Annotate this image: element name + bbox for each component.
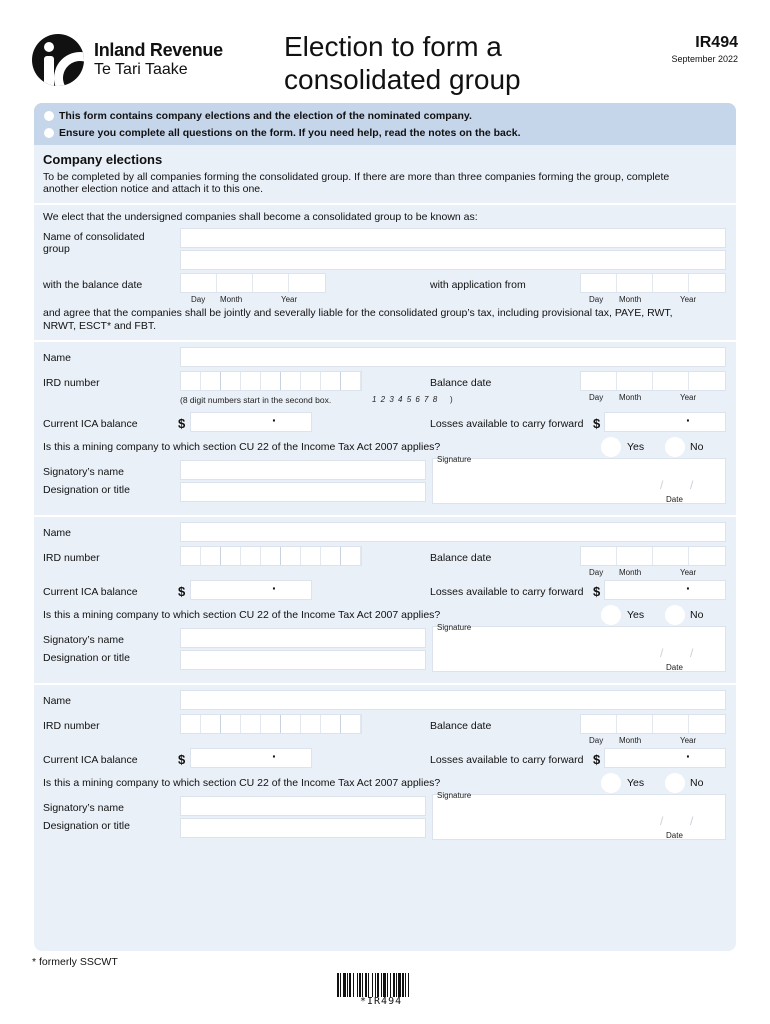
year-caption: Year: [680, 736, 697, 745]
month-caption: Month: [619, 568, 642, 577]
currency-symbol: $: [593, 584, 601, 599]
year-caption: Year: [680, 568, 697, 577]
company-3-ird-input[interactable]: [180, 714, 362, 734]
company-name-label: Name: [43, 527, 72, 539]
application-from-label: with application from: [430, 279, 526, 291]
losses-label: Losses available to carry forward: [430, 586, 584, 598]
group-balance-date-label: with the balance date: [43, 279, 143, 291]
designation-label: Designation or title: [43, 820, 130, 832]
company-2-name-input[interactable]: [180, 522, 726, 542]
company-name-label: Name: [43, 352, 72, 364]
company-2-mining-no-radio[interactable]: [665, 605, 685, 625]
date-separator: /: [690, 478, 694, 492]
company-2-ird-input[interactable]: [180, 546, 362, 566]
company-name-label: Name: [43, 695, 72, 707]
bullet-icon: [44, 128, 54, 138]
inland-revenue-logo-icon: [32, 34, 84, 86]
company-3-name-input[interactable]: [180, 690, 726, 710]
mining-question: Is this a mining company to which section CU 22 of the Income Tax Act 2007 applies?: [43, 777, 441, 789]
application-date-input[interactable]: [580, 273, 726, 293]
balance-date-label: Balance date: [430, 720, 492, 732]
ird-hint: (8 digit numbers start in the second box.: [180, 395, 332, 405]
org-name-maori: Te Tari Taake: [94, 61, 188, 78]
ica-balance-label: Current ICA balance: [43, 418, 138, 430]
ird-hint-close: ): [450, 395, 453, 404]
divider: [34, 683, 736, 685]
company-2-ica-input[interactable]: [190, 580, 312, 600]
company-3-mining-yes-radio[interactable]: [601, 773, 621, 793]
company-1-balance-date-input[interactable]: [580, 371, 726, 391]
company-1-mining-yes-radio[interactable]: [601, 437, 621, 457]
company-1-ica-input[interactable]: [190, 412, 312, 432]
group-balance-date-input[interactable]: [180, 273, 326, 293]
losses-label: Losses available to carry forward: [430, 754, 584, 766]
day-caption: Day: [589, 568, 604, 577]
month-caption: Month: [619, 393, 642, 402]
form-code: IR494: [695, 34, 738, 51]
barcode-text: *IR494: [360, 996, 403, 1007]
company-3-balance-date-input[interactable]: [580, 714, 726, 734]
barcode-icon: [337, 973, 434, 997]
we-elect-text: We elect that the undersigned companies shall become a consolidated group to be known as:: [43, 211, 478, 223]
company-2-signatory-input[interactable]: [180, 628, 426, 648]
balance-date-label: Balance date: [430, 377, 492, 389]
no-label: No: [690, 609, 704, 621]
bullet-icon: [44, 111, 54, 121]
divider: [34, 515, 736, 517]
ird-number-label: IRD number: [43, 377, 100, 389]
signatory-name-label: Signatory’s name: [43, 802, 124, 814]
date-label: Date: [666, 663, 683, 672]
currency-symbol: $: [178, 416, 186, 431]
yes-label: Yes: [627, 777, 645, 789]
company-1-losses-input[interactable]: [604, 412, 726, 432]
notice-line-2: Ensure you complete all questions on the form. If you need help, read the notes on the back.: [59, 127, 521, 139]
year-caption: Year: [281, 295, 298, 304]
company-3-designation-input[interactable]: [180, 818, 426, 838]
decimal-point: ·: [686, 412, 691, 428]
balance-date-label: Balance date: [430, 552, 492, 564]
no-label: No: [690, 441, 704, 453]
org-name: Inland Revenue: [94, 40, 223, 60]
company-1-designation-input[interactable]: [180, 482, 426, 502]
yes-label: Yes: [627, 441, 645, 453]
company-3-mining-no-radio[interactable]: [665, 773, 685, 793]
date-separator: /: [690, 646, 694, 660]
signatory-name-label: Signatory’s name: [43, 466, 124, 478]
date-separator: /: [660, 646, 664, 660]
month-caption: Month: [619, 736, 642, 745]
group-name-label-line-1: Name of consolidated: [43, 231, 145, 243]
group-name-input-1[interactable]: [180, 228, 726, 248]
signatory-name-label: Signatory’s name: [43, 634, 124, 646]
mining-question: Is this a mining company to which section CU 22 of the Income Tax Act 2007 applies?: [43, 441, 441, 453]
date-label: Date: [666, 831, 683, 840]
company-2-mining-yes-radio[interactable]: [601, 605, 621, 625]
company-1-signatory-input[interactable]: [180, 460, 426, 480]
day-caption: Day: [191, 295, 206, 304]
currency-symbol: $: [178, 752, 186, 767]
divider: [34, 203, 736, 205]
year-caption: Year: [680, 295, 697, 304]
day-caption: Day: [589, 736, 604, 745]
intro-line-1: To be completed by all companies forming the consolidated group. If there are more than three companies forming the group, complete: [43, 171, 670, 183]
ica-balance-label: Current ICA balance: [43, 586, 138, 598]
day-caption: Day: [589, 295, 604, 304]
date-label: Date: [666, 495, 683, 504]
currency-symbol: $: [593, 752, 601, 767]
no-label: No: [690, 777, 704, 789]
company-3-ica-input[interactable]: [190, 748, 312, 768]
designation-label: Designation or title: [43, 484, 130, 496]
group-name-label: [43, 231, 145, 255]
section-heading: Company elections: [43, 152, 163, 167]
date-separator: /: [660, 814, 664, 828]
ird-number-label: IRD number: [43, 720, 100, 732]
decimal-point: ·: [686, 580, 691, 596]
company-2-designation-input[interactable]: [180, 650, 426, 670]
losses-label: Losses available to carry forward: [430, 418, 584, 430]
designation-label: Designation or title: [43, 652, 130, 664]
agree-line-1: and agree that the companies shall be jointly and severally liable for the consolidated group’s tax, including provisional tax, PAYE, RWT,: [43, 307, 673, 319]
footnote: * formerly SSCWT: [32, 956, 118, 968]
company-1-name-input[interactable]: [180, 347, 726, 367]
month-caption: Month: [619, 295, 642, 304]
company-3-signatory-input[interactable]: [180, 796, 426, 816]
date-separator: /: [660, 478, 664, 492]
group-name-label-line-2: group: [43, 243, 70, 255]
title-line-2: consolidated group: [284, 64, 521, 95]
ica-balance-label: Current ICA balance: [43, 754, 138, 766]
month-caption: Month: [220, 295, 243, 304]
mining-question: Is this a mining company to which section CU 22 of the Income Tax Act 2007 applies?: [43, 609, 441, 621]
signature-label: Signature: [437, 791, 472, 800]
ird-hint-digits: 1 2 3 4 5 6 7 8: [372, 395, 439, 404]
page-title: [284, 30, 614, 96]
signature-label: Signature: [437, 623, 472, 632]
decimal-point: ·: [686, 748, 691, 764]
decimal-point: ·: [272, 412, 277, 428]
company-1-mining-no-radio[interactable]: [665, 437, 685, 457]
agree-line-2: NRWT, ESCT* and FBT.: [43, 320, 156, 332]
title-line-1: Election to form a: [284, 31, 502, 62]
decimal-point: ·: [272, 580, 277, 596]
currency-symbol: $: [593, 416, 601, 431]
currency-symbol: $: [178, 584, 186, 599]
date-separator: /: [690, 814, 694, 828]
signature-label: Signature: [437, 455, 472, 464]
decimal-point: ·: [272, 748, 277, 764]
form-date: September 2022: [671, 54, 738, 64]
company-1-ird-input[interactable]: [180, 371, 362, 391]
day-caption: Day: [589, 393, 604, 402]
company-2-balance-date-input[interactable]: [580, 546, 726, 566]
company-3-losses-input[interactable]: [604, 748, 726, 768]
year-caption: Year: [680, 393, 697, 402]
notice-line-1: This form contains company elections and the election of the nominated company.: [59, 110, 472, 122]
company-2-losses-input[interactable]: [604, 580, 726, 600]
yes-label: Yes: [627, 609, 645, 621]
ird-number-label: IRD number: [43, 552, 100, 564]
divider: [34, 340, 736, 342]
intro-line-2: another election notice and attach it to this one.: [43, 183, 264, 195]
group-name-input-2[interactable]: [180, 250, 726, 270]
